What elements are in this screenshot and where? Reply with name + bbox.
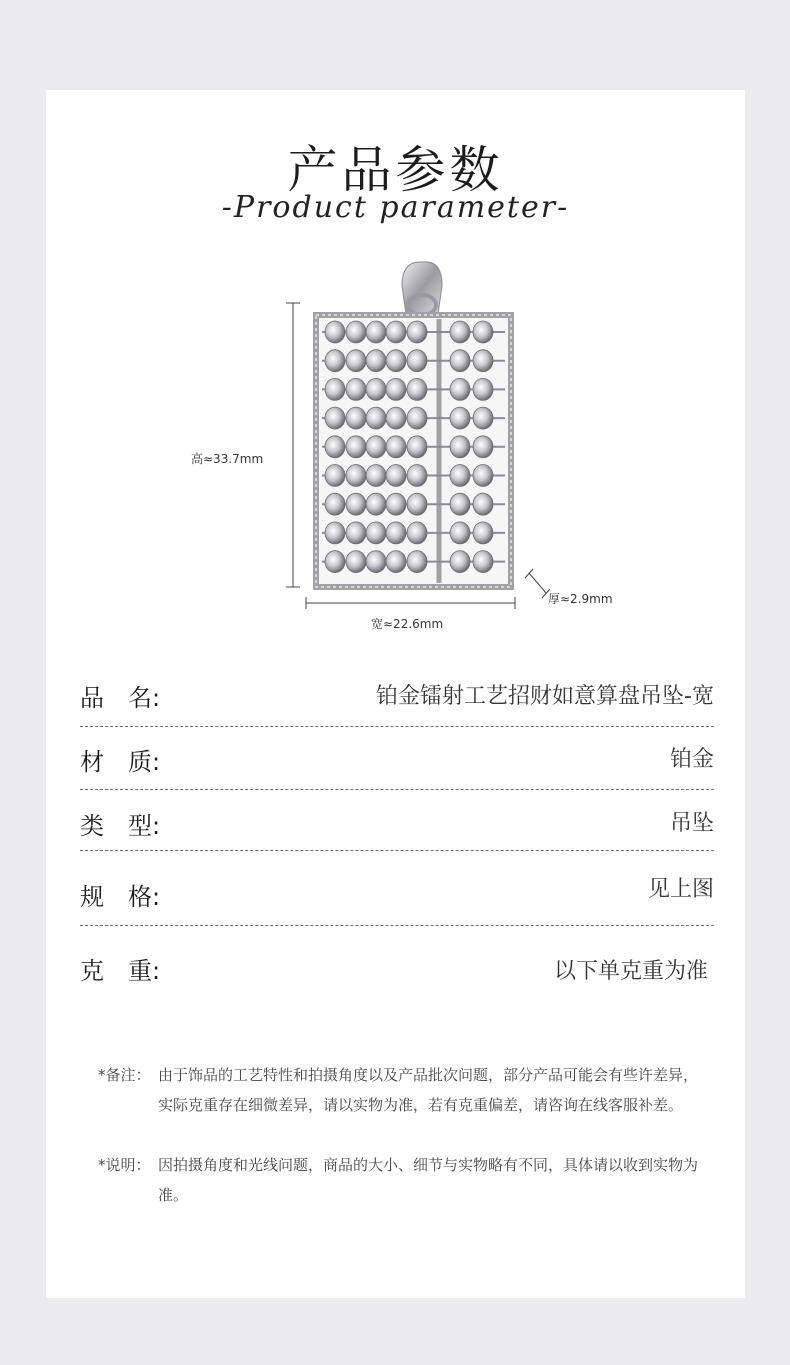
abacus-bead — [450, 321, 470, 343]
height-dimension — [191, 303, 300, 587]
abacus-bead — [473, 493, 493, 515]
abacus-bead — [386, 493, 406, 515]
spec-value: 铂金 — [669, 747, 714, 772]
abacus-bead — [386, 465, 406, 487]
abacus-bead — [366, 493, 386, 515]
abacus-bead — [473, 350, 493, 372]
width-label: 宽≈22.6mm — [371, 617, 444, 631]
spec-row-weight — [80, 926, 714, 988]
abacus-bead — [366, 551, 386, 573]
abacus-bead — [325, 465, 345, 487]
abacus-bead — [346, 551, 366, 573]
abacus-bead — [325, 522, 345, 544]
abacus-bead — [386, 378, 406, 400]
abacus-bead — [473, 551, 493, 573]
abacus-bead — [450, 493, 470, 515]
product-figure — [46, 90, 745, 650]
abacus-bead — [325, 378, 345, 400]
abacus-bead — [346, 321, 366, 343]
spec-value: 吊坠 — [669, 811, 714, 836]
page-title: 产品参数 — [287, 141, 504, 199]
abacus-bead — [346, 465, 366, 487]
abacus-bead — [386, 407, 406, 429]
abacus-bead — [366, 378, 386, 400]
abacus-bead — [366, 465, 386, 487]
abacus-bead — [325, 436, 345, 458]
abacus-bead — [473, 407, 493, 429]
note-tag: *备注： — [98, 1066, 151, 1084]
spec-value: 以下单克重为准 — [553, 959, 708, 984]
abacus-bead — [407, 378, 427, 400]
abacus-bead — [473, 378, 493, 400]
abacus-bead — [386, 321, 406, 343]
spec-label: 规 格: — [80, 883, 161, 911]
abacus-bead — [325, 350, 345, 372]
abacus-bead — [386, 522, 406, 544]
abacus-bead — [407, 465, 427, 487]
abacus-bead — [407, 321, 427, 343]
pendant-bail — [402, 262, 442, 315]
abacus-bead — [346, 436, 366, 458]
abacus-bead — [346, 378, 366, 400]
spec-table — [80, 665, 714, 988]
abacus-bead — [386, 436, 406, 458]
abacus-bead — [325, 321, 345, 343]
abacus-bead — [346, 493, 366, 515]
spec-row-name — [80, 665, 714, 727]
abacus-bead — [407, 522, 427, 544]
abacus-bead — [346, 350, 366, 372]
product-parameter-card — [46, 90, 745, 1298]
abacus-bead — [366, 407, 386, 429]
spec-label: 类 型: — [80, 812, 161, 840]
divider — [80, 789, 714, 790]
abacus-bead — [407, 436, 427, 458]
abacus-bead — [325, 493, 345, 515]
abacus-bead — [407, 551, 427, 573]
abacus-bead — [473, 321, 493, 343]
note-remark — [98, 1060, 698, 1120]
spec-value: 铂金镭射工艺招财如意算盘吊坠-宽 — [376, 684, 714, 709]
spec-value: 见上图 — [647, 877, 714, 902]
spec-label: 品 名: — [80, 684, 161, 712]
width-dimension — [306, 597, 515, 631]
abacus-bead — [407, 350, 427, 372]
abacus-bead — [366, 436, 386, 458]
abacus-bead — [366, 321, 386, 343]
abacus-pendant — [316, 315, 511, 587]
height-label: 高≈33.7mm — [191, 452, 264, 466]
abacus-bead — [366, 522, 386, 544]
abacus-bead — [450, 465, 470, 487]
abacus-bead — [473, 436, 493, 458]
notes-section — [98, 1060, 698, 1240]
abacus-bead — [450, 551, 470, 573]
abacus-bead — [407, 407, 427, 429]
abacus-bead — [346, 407, 366, 429]
abacus-bead — [366, 350, 386, 372]
spec-label: 克 重: — [80, 957, 161, 985]
abacus-bead — [450, 407, 470, 429]
abacus-bead — [346, 522, 366, 544]
abacus-bead — [386, 551, 406, 573]
thickness-dimension — [525, 569, 613, 606]
abacus-bead — [450, 350, 470, 372]
abacus-bead — [473, 465, 493, 487]
abacus-bead — [450, 522, 470, 544]
abacus-bead — [450, 436, 470, 458]
page-subtitle: -Product parameter- — [221, 190, 570, 225]
spec-label: 材 质: — [80, 748, 161, 776]
abacus-bead — [450, 378, 470, 400]
abacus-bead — [386, 350, 406, 372]
note-text: 由于饰品的工艺特性和拍摄角度以及产品批次问题，部分产品可能会有些许差异，实际克重存在细微差异，请以实物为准，若有克重偏差，请咨询在线客服补差。 — [158, 1066, 699, 1114]
abacus-bead — [325, 551, 345, 573]
abacus-bead — [473, 522, 493, 544]
spec-row-spec — [80, 851, 714, 926]
thickness-label: 厚≈2.9mm — [548, 592, 613, 606]
spec-row-material — [80, 727, 714, 789]
abacus-bead — [407, 493, 427, 515]
note-explanation — [98, 1150, 698, 1210]
note-tag: *说明： — [98, 1156, 151, 1174]
abacus-bead — [325, 407, 345, 429]
note-text: 因拍摄角度和光线问题，商品的大小、细节与实物略有不同，具体请以收到实物为准。 — [158, 1156, 699, 1204]
spec-row-type — [80, 789, 714, 851]
